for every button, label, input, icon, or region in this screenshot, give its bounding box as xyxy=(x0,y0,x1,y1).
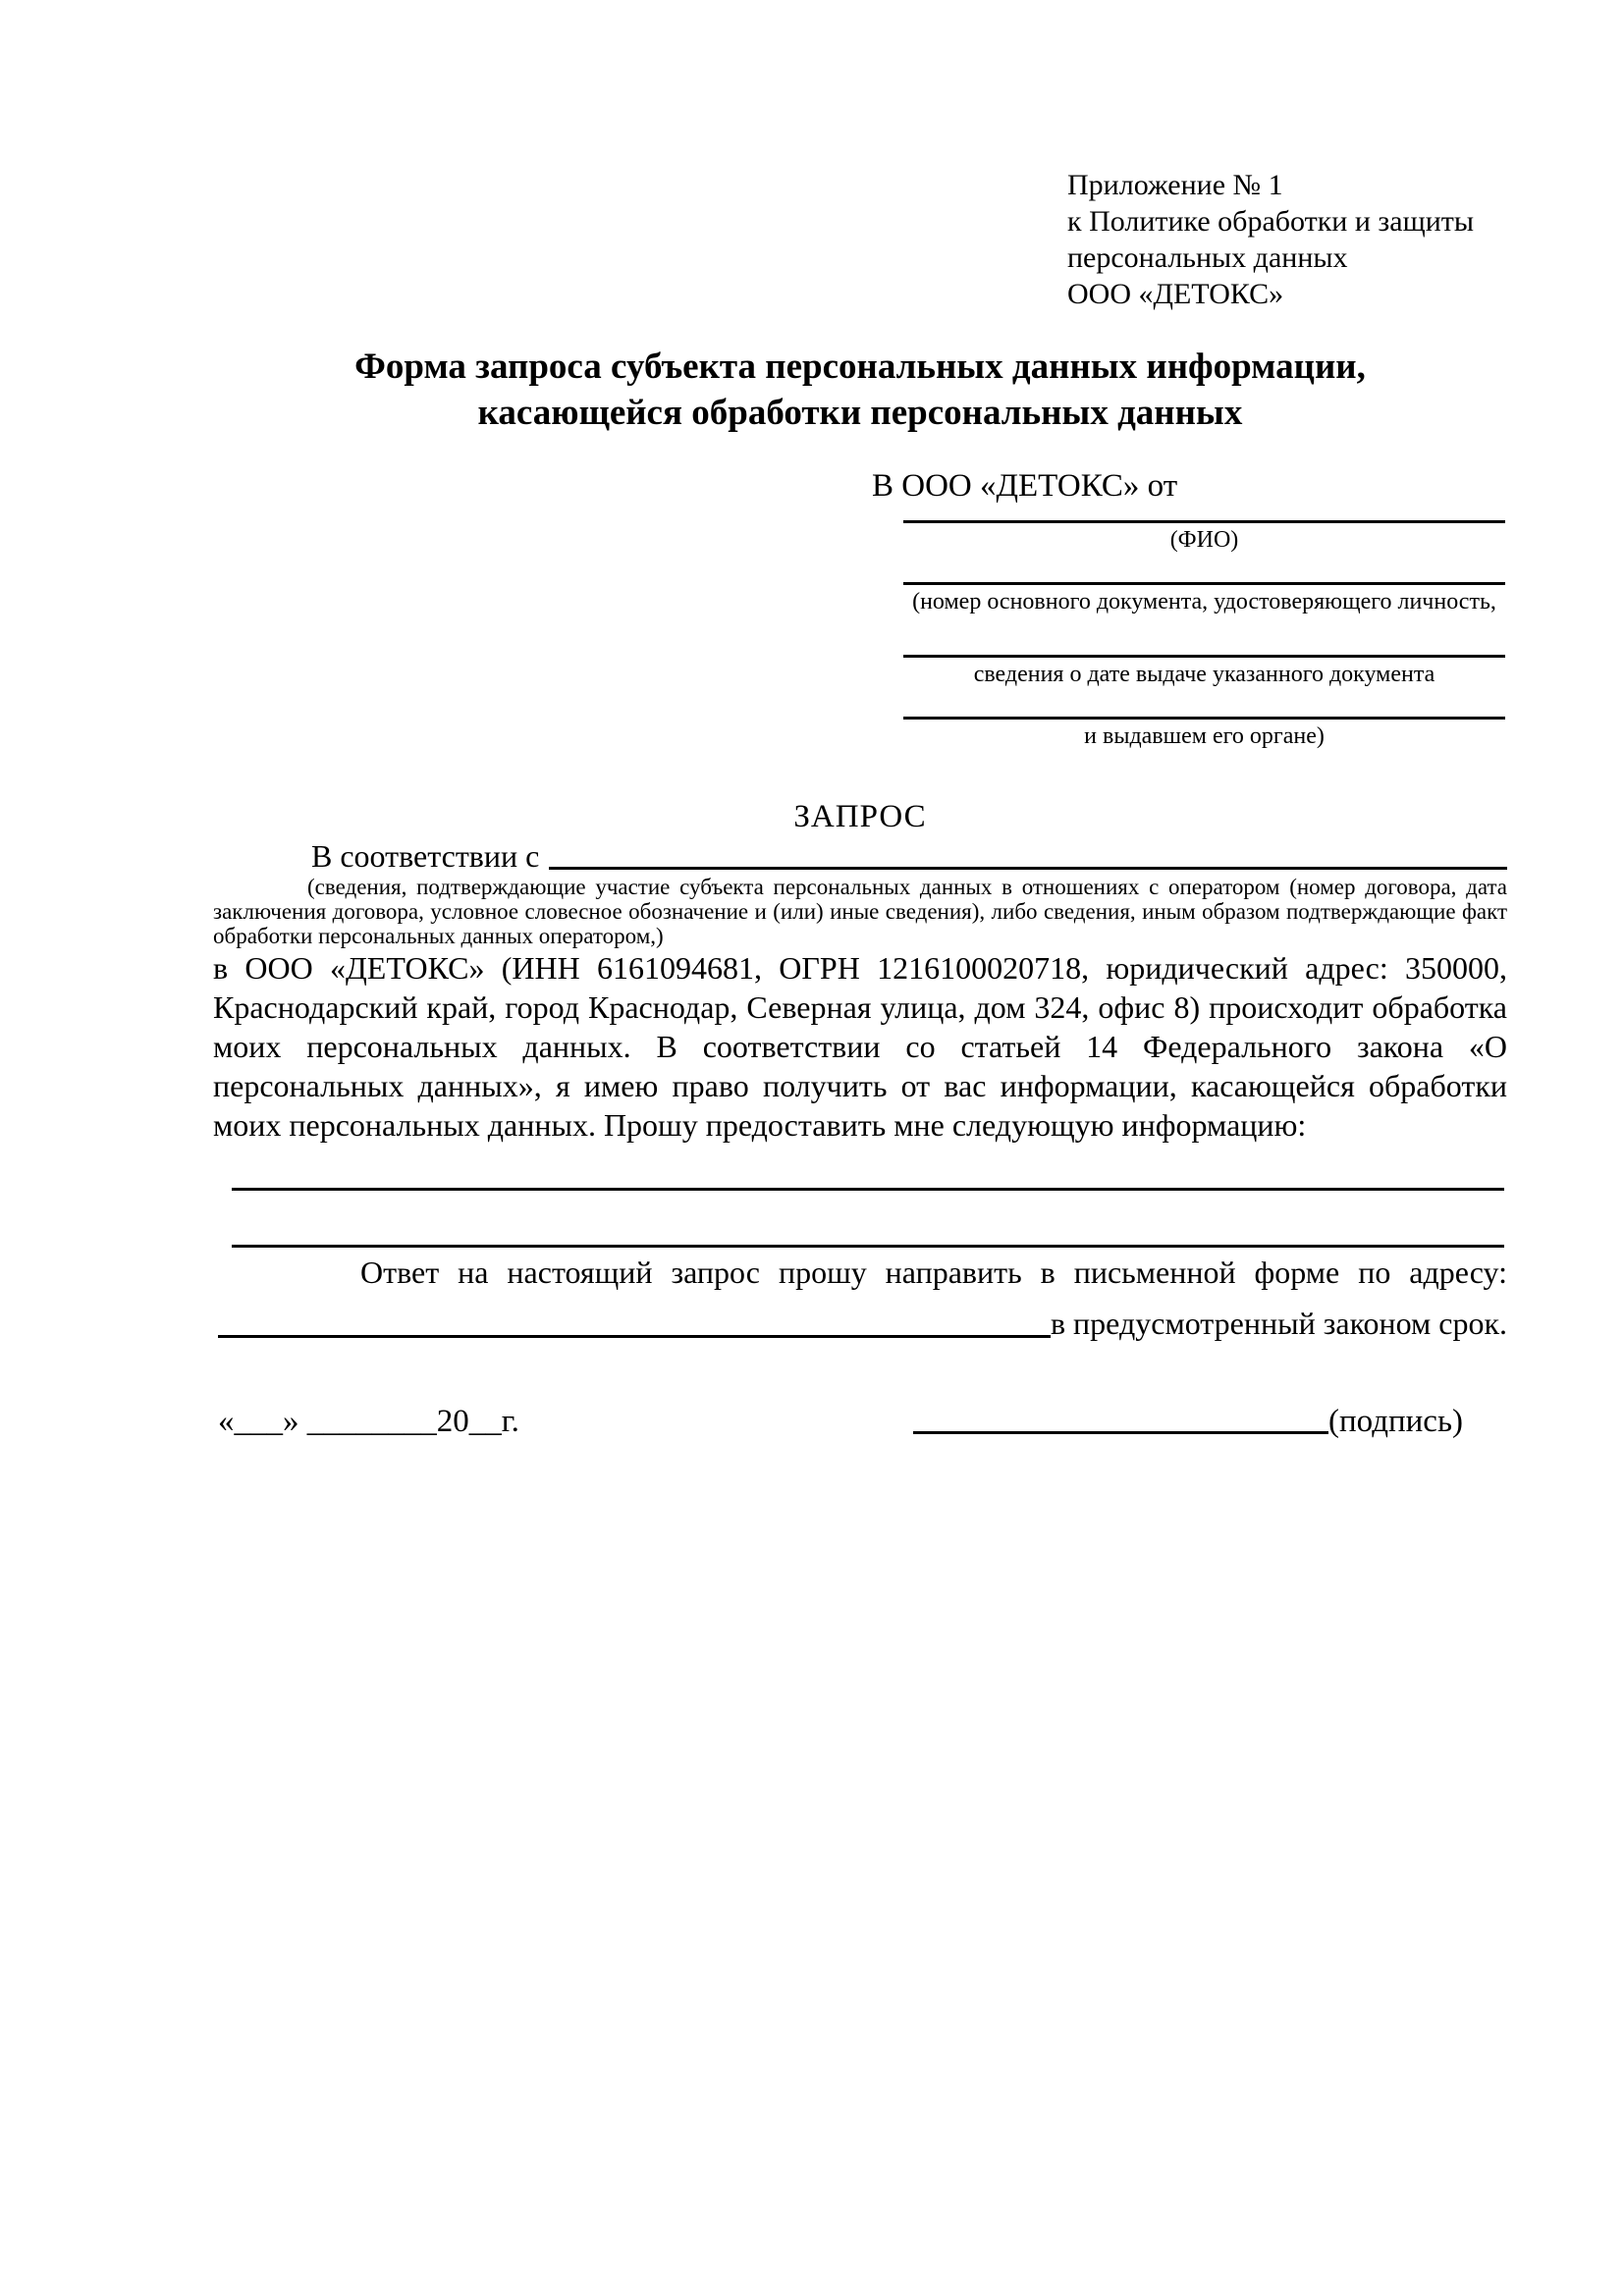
fill-in-line xyxy=(903,520,1505,523)
date-line: «___» ________20__г. xyxy=(218,1404,519,1439)
fill-in-line xyxy=(549,867,1507,870)
field-issue-date xyxy=(903,655,1505,688)
appendix-line: Приложение № 1 xyxy=(1067,169,1283,201)
fill-in-line xyxy=(232,1245,1504,1248)
address-line xyxy=(218,1304,1507,1343)
response-suffix: в предусмотренный законом срок. xyxy=(1050,1306,1507,1341)
request-heading: ЗАПРОС xyxy=(793,799,927,834)
form-title-line-2: касающейся обработки персональных данных xyxy=(477,393,1243,433)
field-caption-issue-date: сведения о дате выдаче указанного документа xyxy=(973,662,1435,687)
signature-block xyxy=(913,1402,1463,1441)
fill-in-line xyxy=(232,1188,1504,1191)
response-request-line: Ответ на настоящий запрос прошу направить в письменной форме по адресу: xyxy=(360,1255,1507,1290)
field-issuing-authority xyxy=(903,717,1505,750)
appendix-line: персональных данных xyxy=(1067,241,1348,274)
signature-caption: (подпись) xyxy=(1328,1404,1463,1439)
fill-in-line xyxy=(218,1335,1051,1338)
field-fio xyxy=(903,520,1505,554)
accordance-note: (сведения, подтверждающие участие субъекта персональных данных в отношениях с оператором (номер договора, дата заключения договора, условное словесное обозначение и (или) иные сведения), либо сведения, иным образом подтверждающие факт обработки персональных данных оператором,) xyxy=(213,875,1507,948)
field-caption-issuing-authority: и выдавшем его органе) xyxy=(1084,723,1325,749)
accordance-line xyxy=(213,837,1507,875)
accordance-prefix: В соответствии с xyxy=(311,838,540,874)
fill-in-line xyxy=(903,717,1505,720)
body-paragraph: в ООО «ДЕТОКС» (ИНН 6161094681, ОГРН 1216100020718, юридический адрес: 350000, Краснодарский край, город Краснодар, Северная улица, дом 324, офис 8) происходит обработка моих персональных данных. В соответствии со статьей 14 Федерального закона «О персональных данных», я имею право получить от вас информации, касающейся обработки моих персональных данных. Прошу предоставить мне следующую информацию: xyxy=(213,950,1507,1143)
addressee-line: В ООО «ДЕТОКС» от xyxy=(872,468,1178,504)
appendix-line: к Политике обработки и защиты xyxy=(1067,205,1475,238)
fill-in-line xyxy=(903,655,1505,658)
field-document-number xyxy=(903,582,1505,615)
field-caption-document-number: (номер основного документа, удостоверяющего личность, xyxy=(912,589,1496,614)
form-title xyxy=(213,344,1507,436)
signature-line xyxy=(913,1431,1328,1434)
appendix-line: ООО «ДЕТОКС» xyxy=(1067,278,1284,310)
date-signature-row xyxy=(218,1402,1463,1441)
field-caption-fio: (ФИО) xyxy=(1169,527,1239,553)
fill-in-line xyxy=(903,582,1505,585)
form-title-line-1: Форма запроса субъекта персональных данных информации, xyxy=(354,347,1366,387)
appendix-header xyxy=(1067,167,1474,312)
